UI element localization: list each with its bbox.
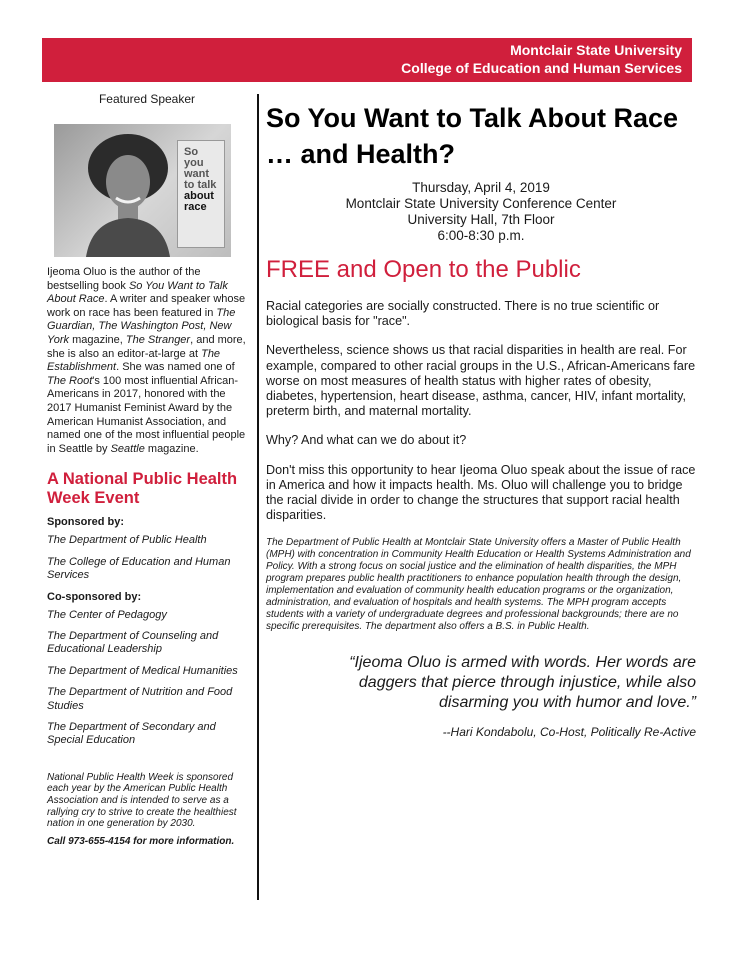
bio-run: Seattle (110, 442, 145, 455)
book-cover-line: race (184, 201, 207, 213)
left-column (47, 92, 247, 847)
cosponsored-label: Co-sponsored by: (47, 590, 142, 603)
bio-run: The Establishment (47, 347, 221, 374)
quote-attribution: --Hari Kondabolu, Co-Host, Politically Re-Active (442, 725, 696, 740)
sponsored-label: Sponsored by: (47, 516, 125, 529)
bio-run: 's 100 most influential African-Americans in 2017, honored with the 2017 Humanist Feminist Award by the American Humanist Association, and named one of the most influential people in Seattle by (47, 374, 246, 455)
header-banner (42, 38, 692, 82)
book-cover-line: about (184, 190, 214, 202)
event-time: 6:00-8:30 p.m. (437, 228, 525, 243)
featured-speaker-label: Featured Speaker (98, 92, 196, 106)
nphw-note: National Public Health Week is sponsored each year by the American Public Health Association and is intended to serve as a rallying cry to strive to create the healthiest nation in one generation by 2030. (47, 771, 237, 830)
event-room: University Hall, 7th Floor (407, 212, 555, 227)
body-paragraph: Don't miss this opportunity to hear Ijeoma Oluo speak about the issue of race in America and how it impacts health. Ms. Oluo will challenge you to bridge the racial divide in order to change the structures that support racial health disparities. (266, 462, 696, 523)
quote-line: daggers that pierce through injustice, while also (358, 674, 696, 692)
book-cover-line: want (184, 168, 210, 180)
cosponsor-item: The Department of Secondary and Special Education (47, 720, 216, 747)
quote-line: “Ijeoma Oluo is armed with words. Her words are (349, 654, 696, 672)
cosponsor-item: The Center of Pedagogy (47, 608, 167, 621)
column-divider (257, 94, 259, 900)
contact-info: Call 973-655-4154 for more information. (47, 835, 235, 847)
cosponsor-item: The Department of Counseling and Educational Leadership (47, 629, 219, 656)
cosponsor-item: The Department of Nutrition and Food Studies (47, 686, 233, 712)
book-cover-line: So you (184, 146, 204, 169)
bio-run: . A writer and speaker whose work on race has been featured in (47, 293, 246, 319)
book-cover (177, 140, 225, 248)
bio-run: The Stranger (125, 333, 191, 346)
speaker-portrait-icon (82, 132, 174, 257)
sponsor-item: The Department of Public Health (47, 534, 207, 547)
bio-run: . She was named one of (116, 361, 235, 374)
bio-run: magazine. (144, 442, 199, 455)
speaker-photo (54, 124, 231, 257)
bio-run: The Guardian, The Washington Post, New York (47, 306, 236, 346)
quote-line: disarming you with humor and love.” (438, 694, 696, 712)
mph-program-blurb: The Department of Public Health at Montclair State University offers a Master of Public Health (MPH) with concentration in Community Health Education or Health Systems Administration and Policy. With a strong focus on social justice and the elimination of health disparities, the MPH program prepares public health practitioners to enhance population health through the design, implementation and evaluation of community health education programs or the organization, administration, and evaluation of hospitals and health systems. The MPH program accepts students with a variety of undergraduate degrees and professional backgrounds; there are no specific prerequisites. The department also offers a B.S. in Public Health. (266, 537, 691, 633)
event-venue: Montclair State University Conference Center (345, 196, 617, 211)
body-paragraph: Racial categories are socially constructed. There is no true scientific or biological basis for "race". (266, 299, 660, 329)
speaker-bio (47, 266, 247, 456)
main-column (266, 100, 696, 739)
event-title: So You Want to Talk About Race … and Health? (266, 103, 679, 169)
body-paragraph: Why? And what can we do about it? (266, 433, 467, 448)
college-name: College of Education and Human Services (401, 60, 682, 76)
bio-run: magazine, (69, 333, 126, 346)
event-heading: A National Public Health Week Event (47, 470, 238, 508)
university-name: Montclair State University (510, 42, 682, 58)
book-cover-line: to talk (184, 179, 217, 191)
bio-run: So You Want to Talk About Race (47, 279, 228, 306)
free-admission-banner: FREE and Open to the Public (266, 256, 581, 283)
cosponsor-item: The Department of Medical Humanities (47, 664, 238, 677)
testimonial-quote (266, 653, 696, 713)
bio-run: Ijeoma Oluo is the author of the bestselling book (47, 266, 201, 292)
bio-run: , and more, she is also an editor-at-large at (47, 333, 246, 360)
event-details (266, 180, 696, 244)
bio-run: The Root (47, 374, 93, 387)
body-paragraph: Nevertheless, science shows us that racial disparities in health are real. For example, compared to other racial groups in the U.S., African-Americans fare worse on most measures of health status with higher rates of obesity, diabetes, hypertension, heart disease, asthma, cancer, HIV, infant mortality, preterm birth, and maternal mortality. (266, 343, 696, 419)
event-date: Thursday, April 4, 2019 (412, 180, 550, 195)
sponsor-item: The College of Education and Human Services (47, 555, 231, 582)
